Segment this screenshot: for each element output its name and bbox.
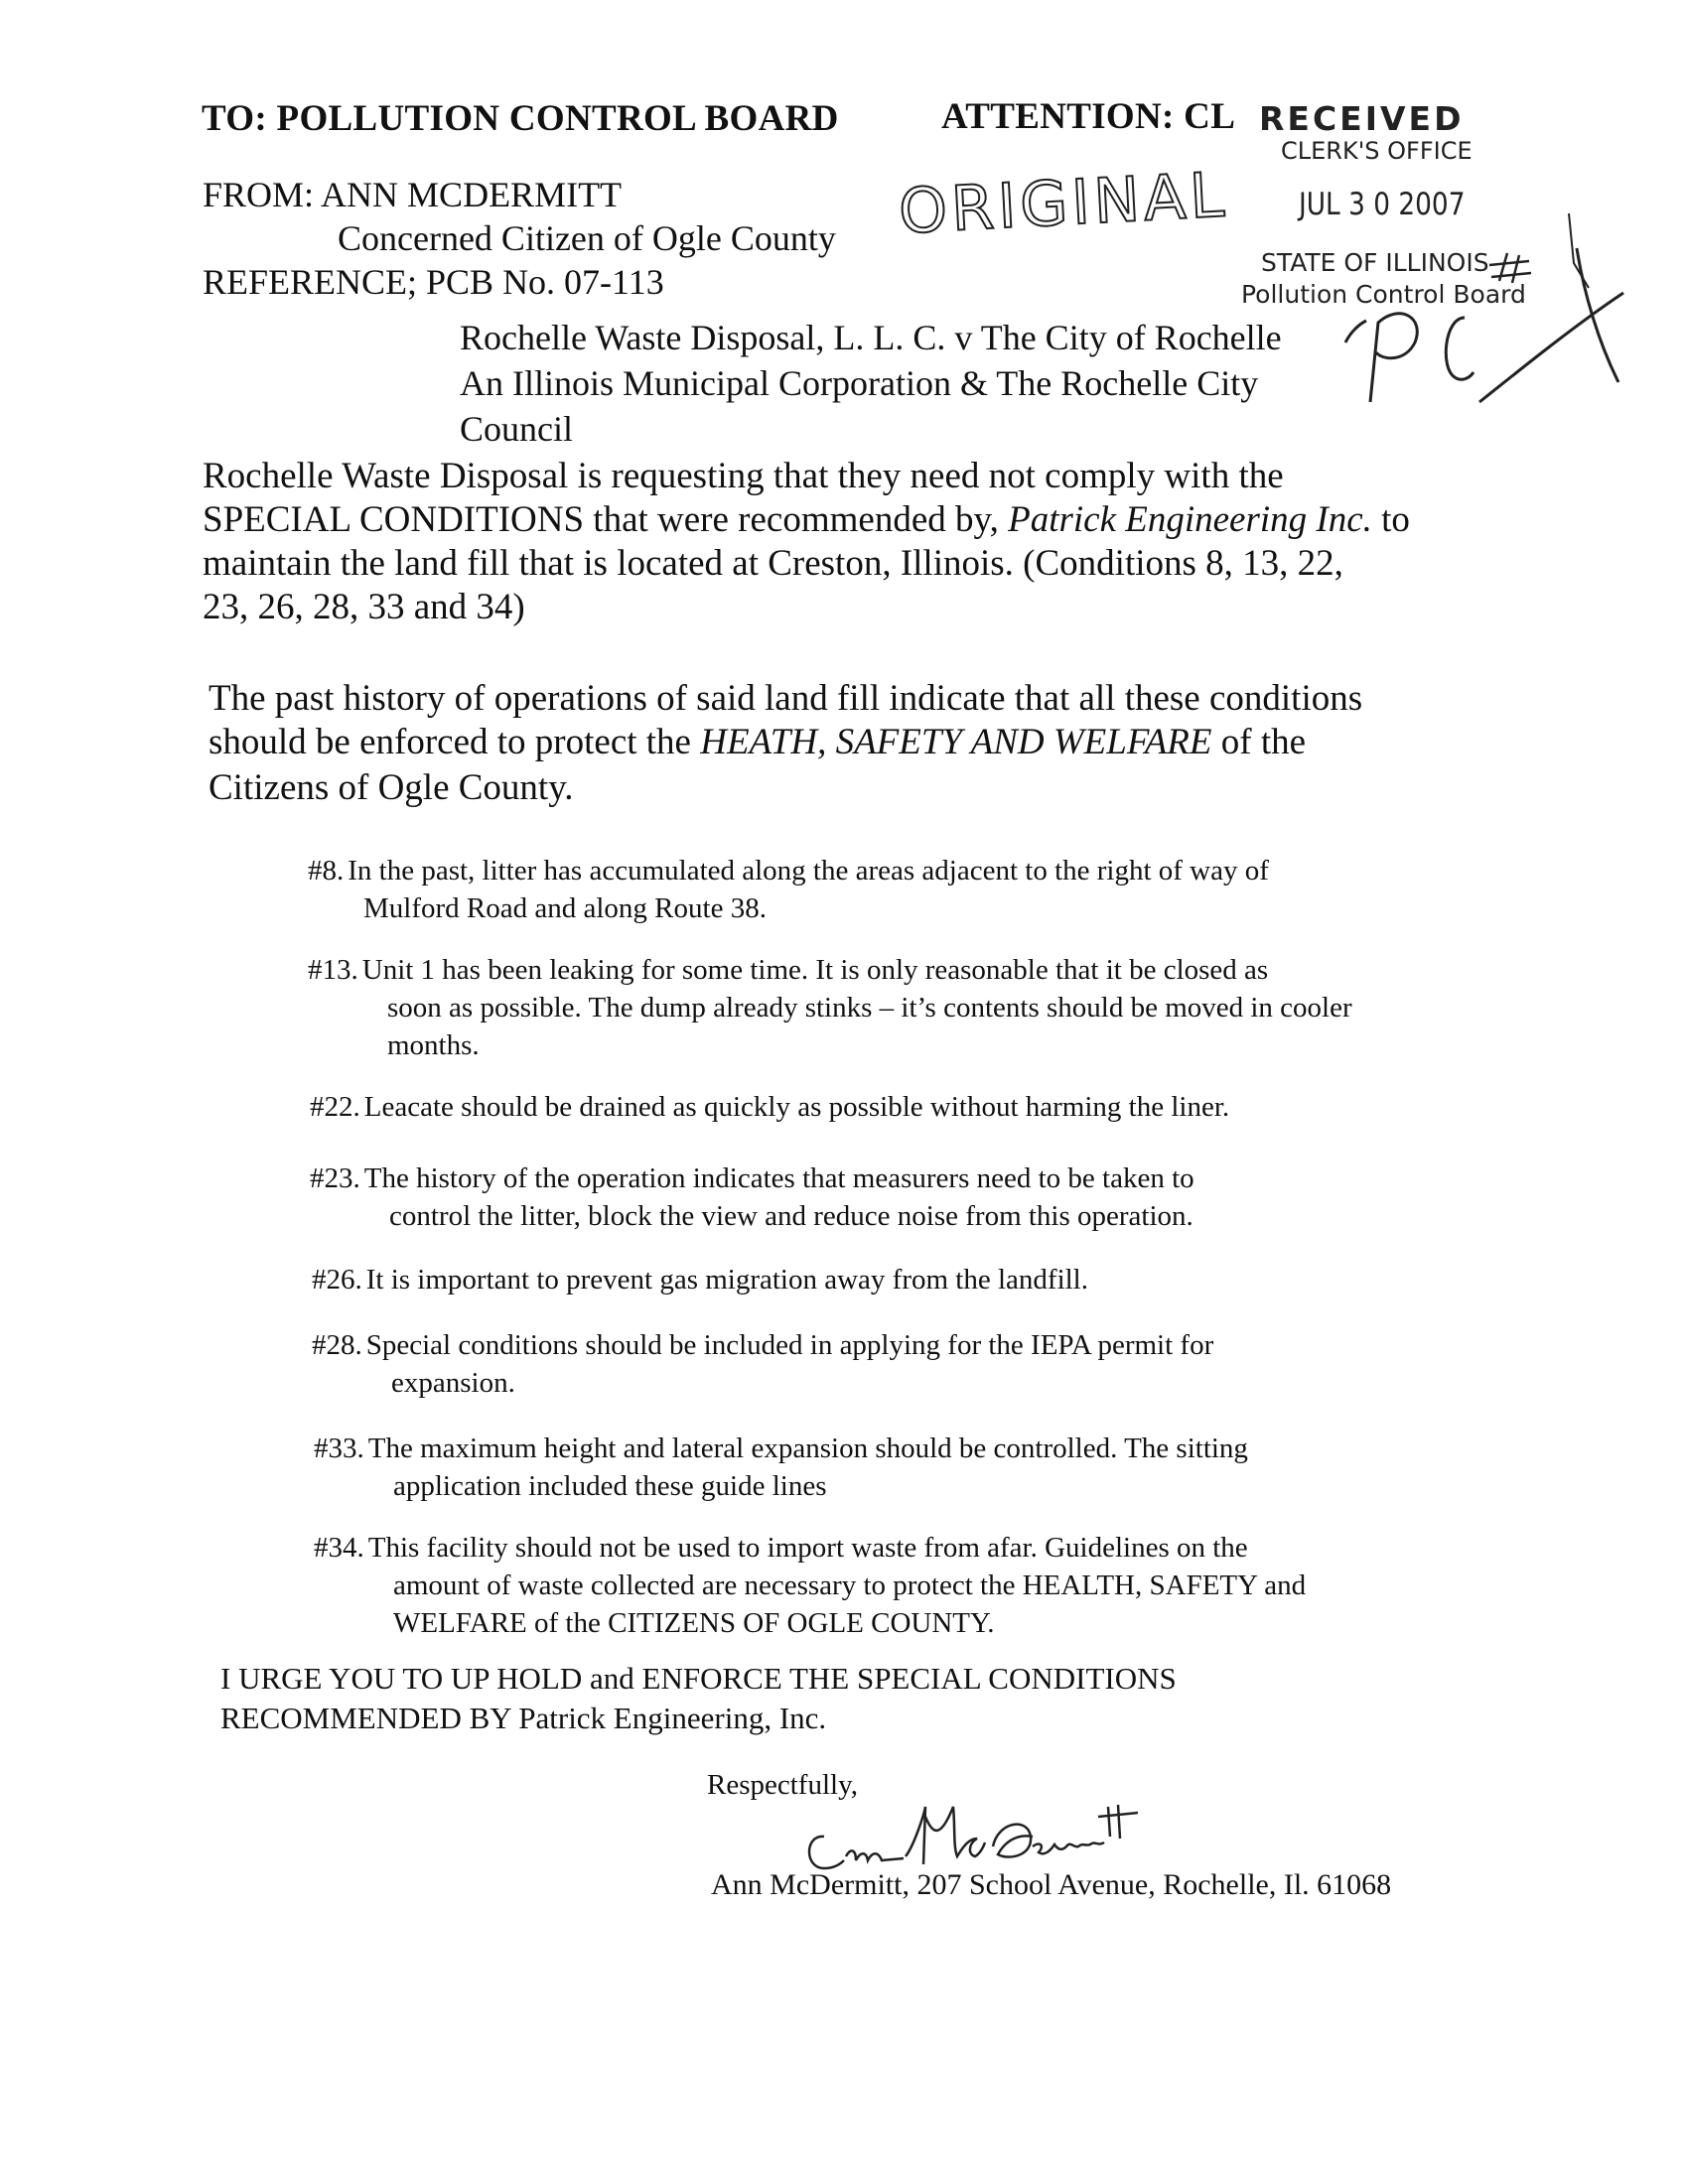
condition-text: The history of the operation indicates that measurers need to be taken to: [363, 1162, 1194, 1194]
date-stamp: JUL 3 0 2007: [1299, 187, 1466, 222]
para1-line2: [203, 498, 1410, 542]
condition-item: [312, 1326, 1454, 1402]
original-stamp: ORIGINAL: [897, 158, 1230, 248]
condition-text: Special conditions should be included in applying for the IEPA permit for: [365, 1329, 1214, 1361]
condition-item: [308, 951, 1450, 1064]
condition-number: #26.: [312, 1264, 362, 1296]
condition-number: #33.: [314, 1433, 364, 1464]
para1-line1: Rochelle Waste Disposal is requesting that they need not comply with the: [203, 456, 1284, 496]
para2-line3: Citizens of Ogle County.: [209, 767, 574, 808]
condition-text-cont: soon as possible. The dump already stinks – it’s contents should be moved in cooler months.: [387, 992, 1352, 1061]
signer-address: Ann McDermitt, 207 School Avenue, Rochelle, Il. 61068: [711, 1868, 1392, 1901]
case-line-3: Council: [460, 409, 573, 449]
received-stamp-word: RECEIVED: [1259, 99, 1465, 138]
para1-line3: maintain the land fill that is located at Creston, Illinois. (Conditions 8, 13, 22,: [203, 543, 1343, 584]
condition-number: #23.: [310, 1162, 360, 1194]
condition-number: #34.: [314, 1532, 364, 1564]
para1-line2-pre: SPECIAL CONDITIONS that were recommended by,: [203, 499, 1009, 540]
condition-number: #13.: [308, 954, 358, 986]
condition-text-cont: application included these guide lines: [393, 1470, 827, 1502]
condition-item: [310, 1160, 1452, 1235]
handwritten-mark: [1331, 194, 1628, 452]
para1-line4: 23, 26, 28, 33 and 34): [203, 587, 525, 627]
condition-item: [312, 1261, 1454, 1298]
condition-text-cont: amount of waste collected are necessary to protect the HEALTH, SAFETY and WELFARE of the CITIZENS OF OGLE COUNTY.: [393, 1570, 1307, 1639]
condition-item: [310, 1088, 1452, 1126]
para1-line2-post: to: [1371, 499, 1410, 540]
from-line: FROM: ANN MCDERMITT: [203, 175, 623, 214]
condition-text: This facility should not be used to import waste from afar. Guidelines on the: [367, 1532, 1248, 1564]
condition-text: Leacate should be drained as quickly as possible without harming the liner.: [363, 1091, 1230, 1123]
to-line: TO: POLLUTION CONTROL BOARD: [202, 98, 839, 139]
patrick-engineering-italic: Patrick Engineering Inc.: [1008, 499, 1372, 540]
condition-text-cont: Mulford Road and along Route 38.: [363, 892, 767, 924]
respectfully: Respectfully,: [707, 1769, 858, 1801]
condition-text: The maximum height and lateral expansion should be controlled. The sitting: [367, 1433, 1248, 1464]
condition-text: Unit 1 has been leaking for some time. It is only reasonable that it be closed as: [361, 954, 1269, 986]
condition-item: [314, 1529, 1456, 1642]
case-line-2: An Illinois Municipal Corporation & The Rochelle City: [460, 363, 1259, 403]
condition-text: It is important to prevent gas migration away from the landfill.: [365, 1264, 1088, 1296]
condition-text-cont: control the litter, block the view and reduce noise from this operation.: [389, 1200, 1193, 1232]
para2-line2: [209, 721, 1306, 764]
condition-text-cont: expansion.: [391, 1367, 515, 1399]
attention-line: ATTENTION: CL: [941, 96, 1236, 137]
state-stamp: STATE OF ILLINOIS: [1261, 248, 1489, 277]
board-stamp: Pollution Control Board: [1241, 280, 1526, 309]
condition-number: #8.: [308, 855, 345, 887]
condition-number: #28.: [312, 1329, 362, 1361]
condition-text: In the past, litter has accumulated along the areas adjacent to the right of way of: [348, 855, 1269, 887]
clerk-office-stamp: CLERK'S OFFICE: [1281, 137, 1473, 165]
para2-line2-pre: should be enforced to protect the: [209, 722, 701, 762]
urge-line-1: I URGE YOU TO UP HOLD and ENFORCE THE SPECIAL CONDITIONS: [220, 1661, 1177, 1696]
handwritten-annotation: [1331, 194, 1628, 452]
from-title: Concerned Citizen of Ogle County: [338, 218, 836, 258]
health-safety-welfare-italic: HEATH, SAFETY AND WELFARE: [700, 722, 1212, 762]
para2-line2-post: of the: [1211, 722, 1307, 762]
para2-line1: The past history of operations of said land fill indicate that all these conditions: [209, 678, 1363, 719]
condition-item: [308, 852, 1450, 927]
reference-line: REFERENCE; PCB No. 07-113: [203, 262, 664, 302]
condition-item: [314, 1430, 1456, 1505]
urge-line-2: RECOMMENDED BY Patrick Engineering, Inc.: [220, 1701, 827, 1735]
condition-number: #22.: [310, 1091, 360, 1123]
case-line-1: Rochelle Waste Disposal, L. L. C. v The City of Rochelle: [460, 318, 1282, 357]
